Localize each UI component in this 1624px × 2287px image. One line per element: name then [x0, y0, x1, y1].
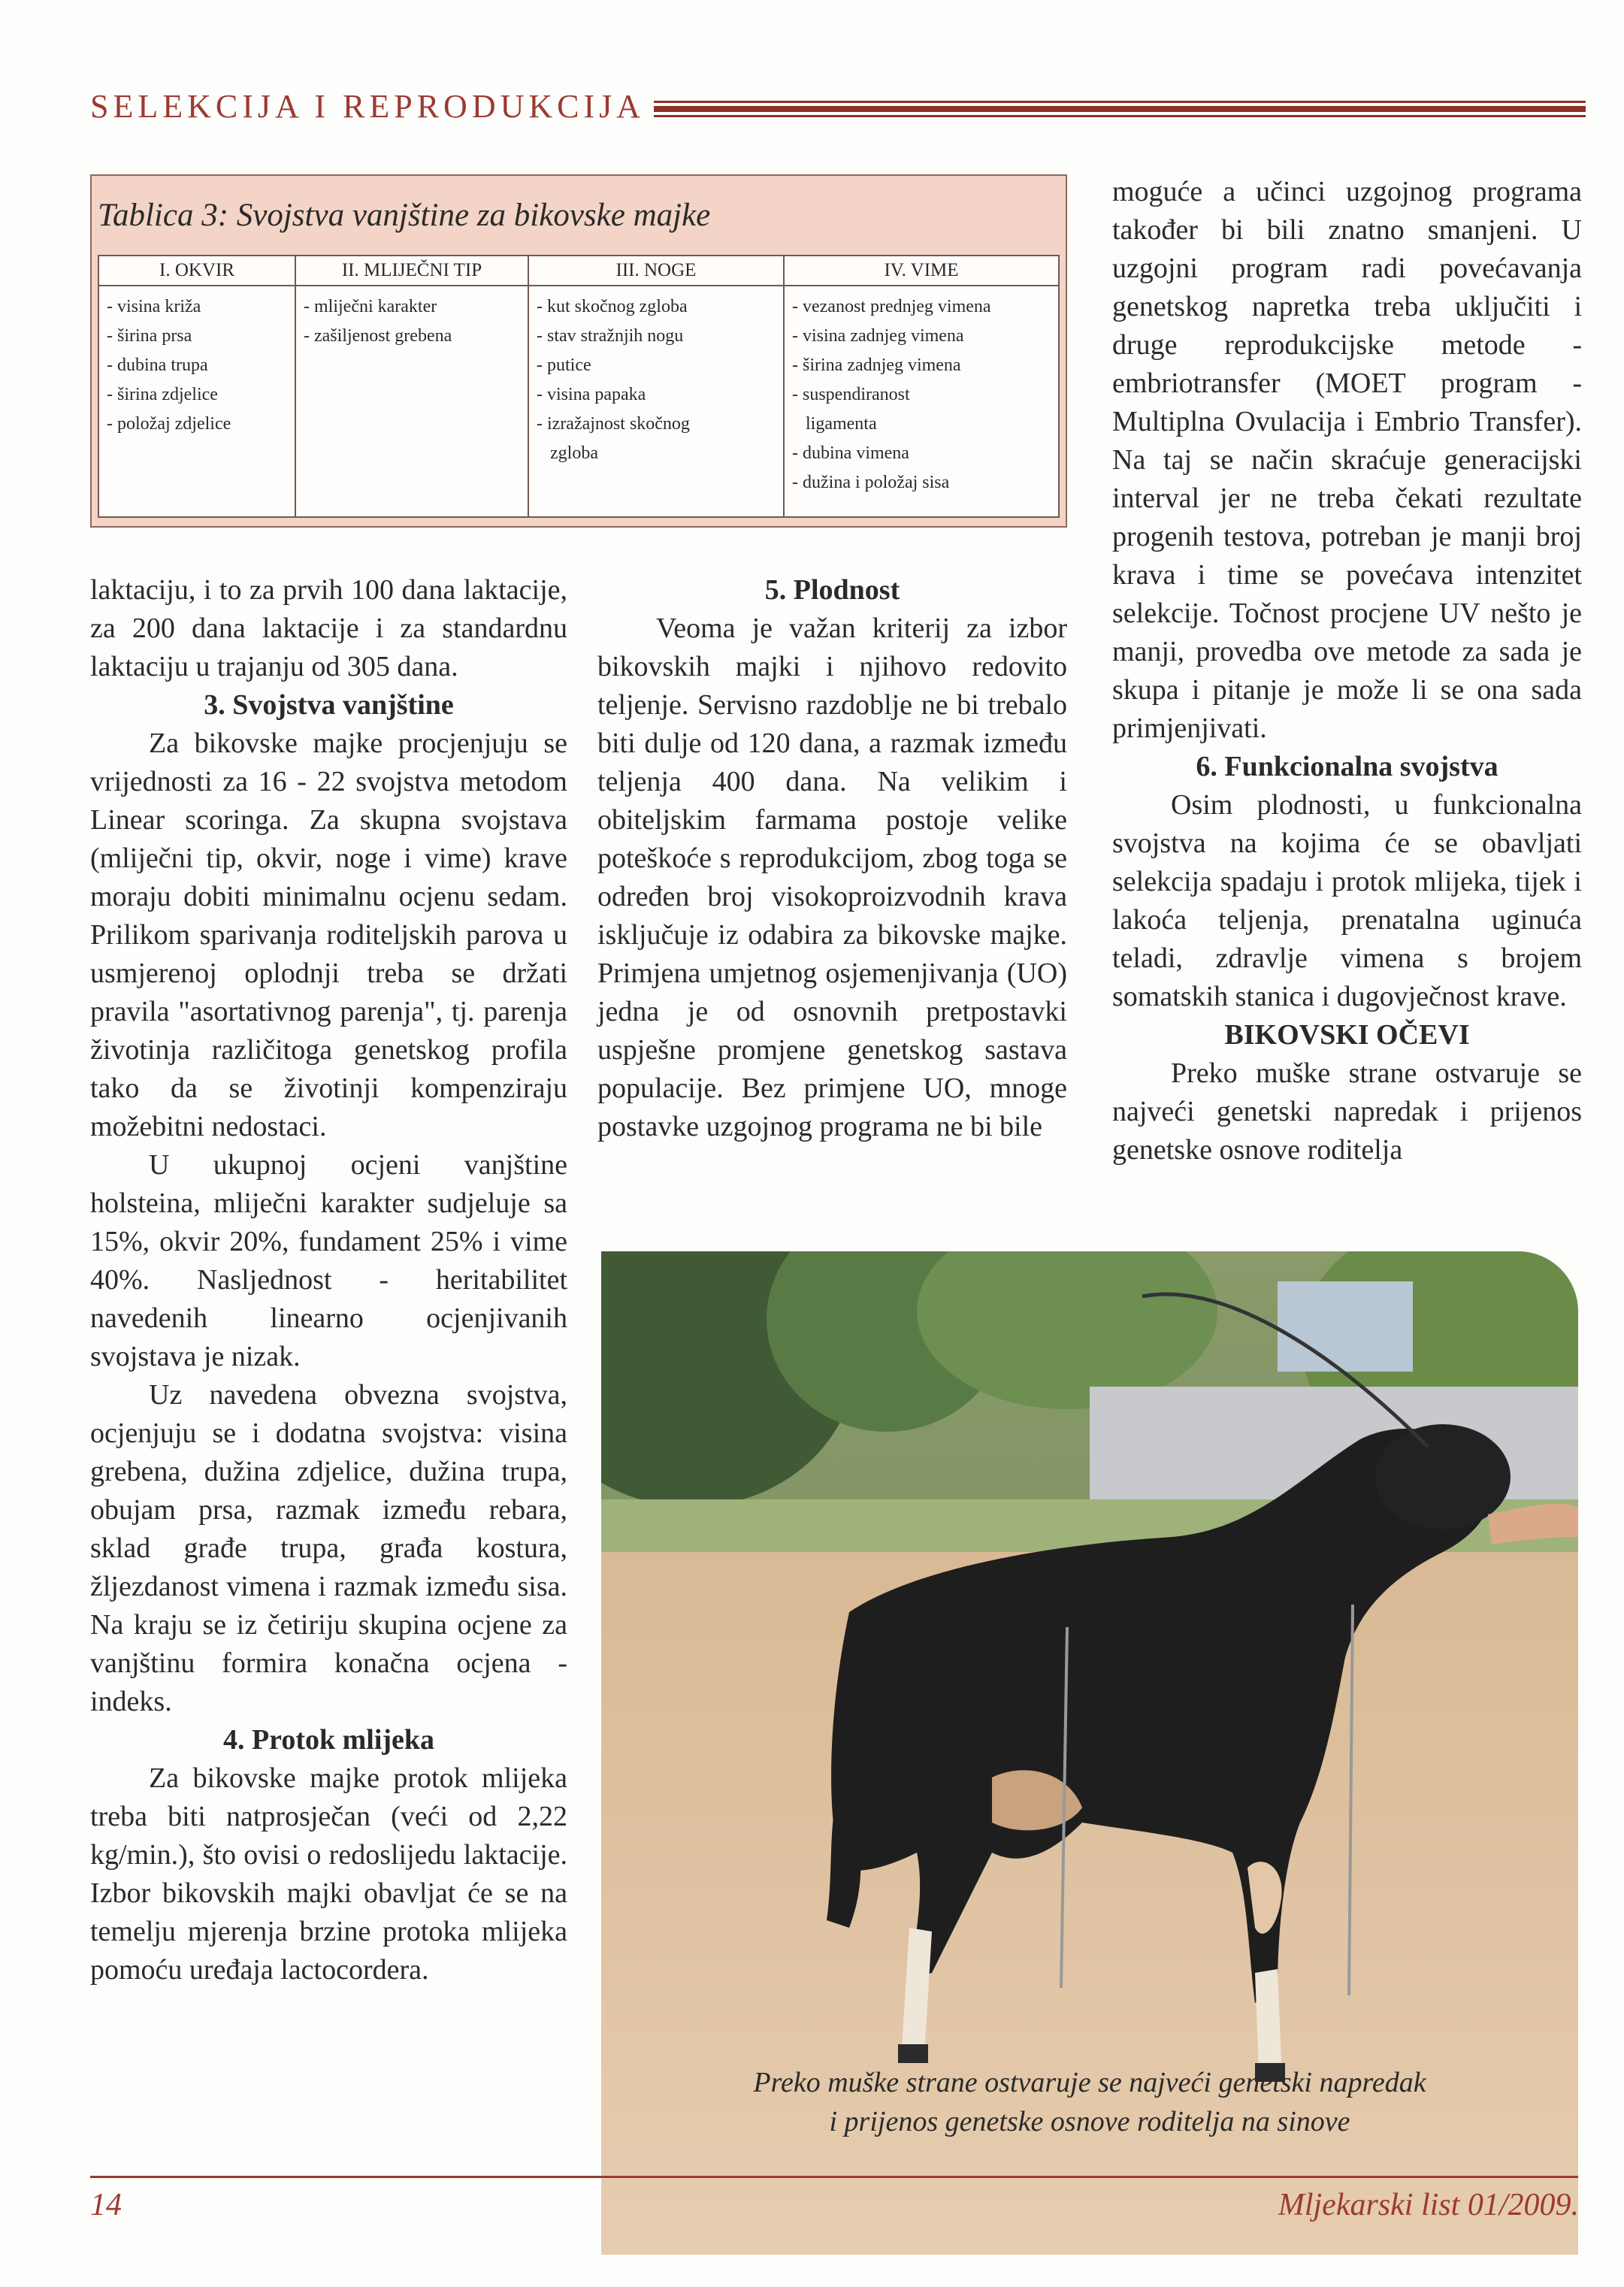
- section-heading: 4. Protok mlijeka: [222, 1724, 435, 1756]
- section-heading: BIKOVSKI OČEVI: [1224, 1019, 1470, 1051]
- caption-line: i prijenos genetske osnove roditelja na sinove: [829, 2106, 1350, 2137]
- table-cell: zgloba: [550, 443, 598, 463]
- table-cell: - putice: [537, 355, 591, 375]
- paragraph: Za bikovske majke protok mlijeka treba biti natprosječan (veći od 2,22 kg/min.), što ovisi o redoslijedu laktacije. Izbor bikovskih majki obavljat će se na temelju mjerenja brzine protoka mlijeka pomoću uređaja lactocordera.: [90, 1762, 567, 1986]
- text-column-3: [1112, 173, 1582, 1169]
- section-heading: 6. Funkcionalna svojstva: [1196, 751, 1498, 782]
- paragraph: Preko muške strane ostvaruje se najveći genetski napredak i prijenos genetske osnove roditelja: [1112, 1057, 1582, 1166]
- table-cell: - visina papaka: [537, 385, 646, 404]
- section-title: SELEKCIJA I REPRODUKCIJA: [90, 88, 646, 125]
- paragraph: Za bikovske majke procjenjuju se vrijednosti za 16 - 22 svojstva metodom Linear scoringa. Za skupna svojstava (mliječni tip, okvir, noge i vime) krave moraju dobiti minimalnu ocjenu sedam. Prilikom sparivanja roditeljskih parova u usmjerenoj oplodnji treba se držati pravila "asortativnog parenja", tj. parenja životinja različitoga genetskog profila tako da se životinji kompenziraju možebitni nedostaci.: [90, 728, 567, 1142]
- table-cell: - vezanost prednjeg vimena: [792, 297, 991, 316]
- table-cell: - mliječni karakter: [304, 297, 437, 316]
- paragraph: Osim plodnosti, u funkcionalna svojstva na kojima će se obavljati selekcija spadaju i protok mlijeka, tijek i lakoća teljenja, prenatalna uginuća teladi, zdravlje vimena s brojem somatskih stanica i dugovječnost krave.: [1112, 789, 1582, 1012]
- paragraph: U ukupnoj ocjeni vanjštine holsteina, mliječni karakter sudjeluje sa 15%, okvir 20%, fundament 25% i vime 40%. Nasljednost - heritabilitet navedenih linearno ocjenjivanih svojstava je nizak.: [90, 1149, 567, 1372]
- table-cell: - dubina vimena: [792, 443, 909, 463]
- paragraph: Uz navedena obvezna svojstva, ocjenjuju se i dodatna svojstva: visina grebena, dužina zdjelice, dužina trupa, obujam prsa, razmak između rebara, sklad građe trupa, građa kostura, žljezdanost vimena i razmak između sisa. Na kraju se iz četiriju skupina ocjene za vanjštinu formira konačna ocjena - indeks.: [90, 1379, 567, 1717]
- table-header: III. NOGE: [529, 256, 783, 286]
- table-column-mlijecni-tip: [296, 256, 529, 516]
- table-caption: Tablica 3: Svojstva vanjštine za bikovske majke: [98, 198, 711, 233]
- table-body: [98, 255, 1060, 518]
- header-rule: [654, 101, 1586, 125]
- table-cell: - stav stražnjih nogu: [537, 326, 684, 346]
- table-cell: - širina prsa: [107, 326, 192, 346]
- caption-line: Preko muške strane ostvaruje se najveći genetski napredak: [753, 2067, 1426, 2098]
- table-cell: - visina zadnjeg vimena: [792, 326, 964, 346]
- table-cell: - širina zadnjeg vimena: [792, 355, 961, 375]
- table-cell: - položaj zdjelice: [107, 414, 231, 434]
- table-cell: ligamenta: [806, 414, 877, 434]
- paragraph: Veoma je važan kriterij za izbor bikovskih majki i njihovo redovito teljenje. Servisno razdoblje ne bi trebalo biti dulje od 120 dana, a razmak između teljenja 400 dana. Na velikim i obiteljskim farmama postoje velike poteškoće s reprodukcijom, zbog toga se određen broj visokoproizvodnih krava isključuje iz odabira za bikovske majke. Primjena umjetnog osjemenjivanja (UO) jedna je od osnovnih pretpostavki uspješne promjene genetskog sastava populacije. Bez primjene UO, mnoge postavke uzgojnog programa ne bi bile: [597, 613, 1067, 1142]
- table-cell: - visina križa: [107, 297, 201, 316]
- section-heading: 5. Plodnost: [764, 574, 900, 606]
- table-column-okvir: [99, 256, 296, 516]
- table-cell: - dužina i položaj sisa: [792, 473, 950, 492]
- text-column-2: [597, 571, 1067, 1146]
- table-header: II. MLIJEČNI TIP: [296, 256, 528, 286]
- traits-table: [90, 174, 1067, 528]
- table-cell: - izražajnost skočnog: [537, 414, 690, 434]
- text-column-1: [90, 571, 567, 1989]
- table-header: IV. VIME: [785, 256, 1058, 286]
- table-cell: - suspendiranost: [792, 385, 910, 404]
- photo-caption: [661, 2063, 1518, 2141]
- table-column-vime: [785, 256, 1058, 516]
- table-cell: - dubina trupa: [107, 355, 208, 375]
- journal-title: Mljekarski list 01/2009.: [1278, 2188, 1579, 2222]
- table-cell: - širina zdjelice: [107, 385, 218, 404]
- table-cell: - kut skočnog zgloba: [537, 297, 688, 316]
- table-header: I. OKVIR: [99, 256, 295, 286]
- section-heading: 3. Svojstva vanjštine: [204, 689, 454, 721]
- paragraph: laktaciju, i to za prvih 100 dana laktacije, za 200 dana laktacije i za standardnu laktaciju u trajanju od 305 dana.: [90, 574, 567, 682]
- table-cell: - zašiljenost grebena: [304, 326, 452, 346]
- paragraph: moguće a učinci uzgojnog programa također bi bili znatno smanjeni. U uzgojni program radi povećavanja genetskog napretka treba uključiti i druge reprodukcijske metode - embriotransfer (MOET program - Multiplna Ovulacija i Embrio Transfer). Na taj se način skraćuje generacijski interval jer ne treba čekati rezultate progenih testova, potreban je manji broj krava i time se povećava intenzitet selekcije. Točnost procjene UV nešto je manji, provedba ove metode za sada je skupa i pitanje je može li se ona sada primjenjivati.: [1112, 176, 1582, 744]
- page-number: 14: [90, 2188, 122, 2222]
- table-column-noge: [529, 256, 785, 516]
- footer-rule: [90, 2176, 1578, 2178]
